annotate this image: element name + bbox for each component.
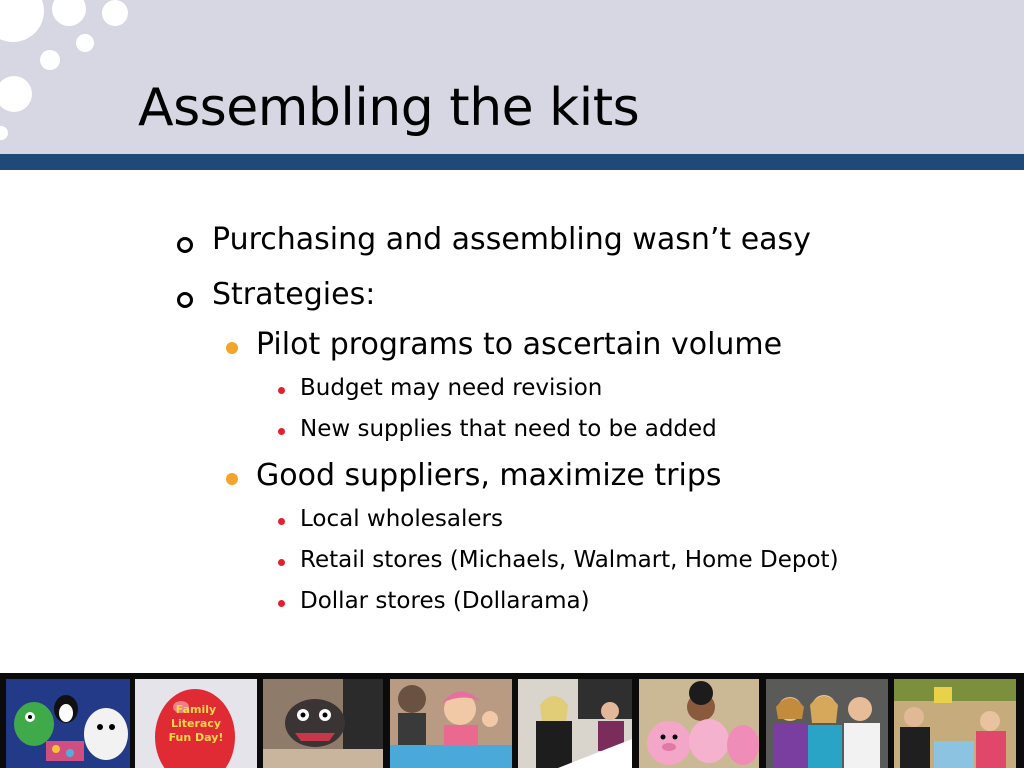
bullet-level3: New supplies that need to be added — [300, 416, 717, 442]
bullet-level3: Dollar stores (Dollarama) — [300, 588, 590, 614]
bullet-level2: Good suppliers, maximize trips — [256, 458, 722, 493]
bullet-level1: Purchasing and assembling wasn’t easy — [212, 222, 811, 257]
bullet-level1: Strategies: — [212, 277, 376, 312]
photo-literacy-balloon — [135, 679, 257, 768]
photo-monster-craft — [263, 679, 383, 768]
ring-bullet-icon — [177, 292, 193, 308]
bullet-level3: Retail stores (Michaels, Walmart, Home Depot) — [300, 547, 839, 573]
photo-strip — [0, 673, 1024, 768]
red-dot-bullet-icon — [278, 559, 285, 566]
red-dot-bullet-icon — [278, 387, 285, 394]
ring-bullet-icon — [177, 237, 193, 253]
balloon-text-line: Literacy — [170, 717, 222, 730]
photo-women-at-table — [518, 679, 632, 768]
red-dot-bullet-icon — [278, 518, 285, 525]
photo-girls-posing — [766, 679, 888, 768]
photo-pig-plush — [639, 679, 759, 768]
orange-dot-bullet-icon — [226, 473, 238, 485]
balloon-text-line: Fun Day! — [168, 731, 224, 744]
red-dot-bullet-icon — [278, 600, 285, 607]
balloon-text-line: Family — [175, 703, 217, 716]
bullet-level3: Budget may need revision — [300, 375, 603, 401]
photo-stuffed-toys — [6, 679, 130, 768]
photo-child-crafting — [390, 679, 512, 768]
photo-classroom-group — [894, 679, 1016, 768]
orange-dot-bullet-icon — [226, 342, 238, 354]
bullet-level3: Local wholesalers — [300, 506, 503, 532]
red-dot-bullet-icon — [278, 428, 285, 435]
slide-title: Assembling the kits — [138, 78, 640, 138]
bullet-level2: Pilot programs to ascertain volume — [256, 327, 783, 362]
